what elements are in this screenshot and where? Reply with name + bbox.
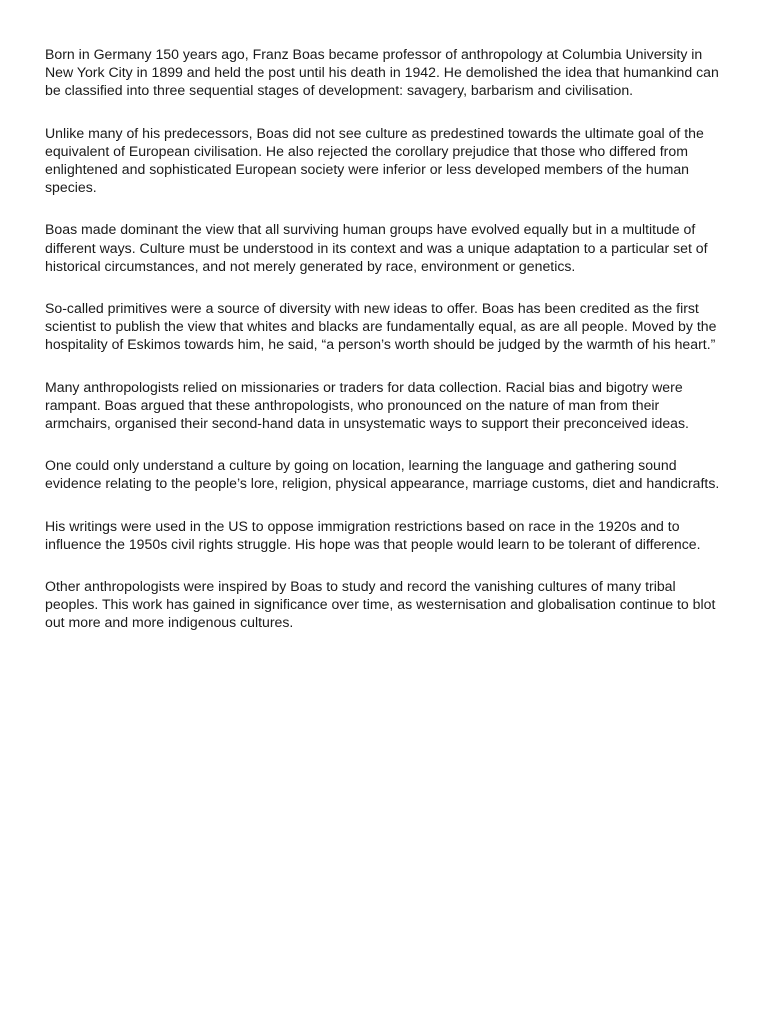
document-page	[45, 45, 725, 656]
paragraph-5: Many anthropologists relied on missionaries or traders for data collection. Racial bias and bigotry were rampant. Boas argued that these anthropologists, who pronounced on the nature of man from their armchairs, organised their second-hand data in unsystematic ways to support their preconceived ideas.	[45, 378, 689, 432]
paragraph-4: So-called primitives were a source of diversity with new ideas to offer. Boas has been credited as the first scientist to publish the view that whites and blacks are fundamentally equal, as are all people. Moved by the hospitality of Eskimos towards him, he said, “a person’s worth should be judged by the warmth of his heart.”	[45, 300, 717, 353]
paragraph-8: Other anthropologists were inspired by Boas to study and record the vanishing cultures of many tribal peoples. This work has gained in significance over time, as westernisation and globalisation continue to blot out more and more indigenous cultures.	[45, 578, 716, 631]
paragraph-2: Unlike many of his predecessors, Boas did not see culture as predestined towards the ultimate goal of the equivalent of European civilisation. He also rejected the corollary prejudice that those who differed from enlightened and sophisticated European society were inferior or less developed members of the human species.	[45, 124, 704, 196]
paragraph-1: Born in Germany 150 years ago, Franz Boas became professor of anthropology at Columbia University in New York City in 1899 and held the post until his death in 1942. He demolished the idea that humankind can be classified into three sequential stages of development: savagery, barbarism and civilisation.	[45, 46, 719, 99]
paragraph-3: Boas made dominant the view that all surviving human groups have evolved equally but in a multitude of different ways. Culture must be understood in its context and was a unique adaptation to a particular set of historical circumstances, and not merely generated by race, environment or genetics.	[45, 221, 708, 274]
paragraph-6: One could only understand a culture by going on location, learning the language and gathering sound evidence relating to the people’s lore, religion, physical appearance, marriage customs, diet and handicrafts.	[45, 457, 720, 492]
paragraph-7: His writings were used in the US to oppose immigration restrictions based on race in the 1920s and to influence the 1950s civil rights struggle. His hope was that people would learn to be tolerant of difference.	[45, 517, 701, 552]
